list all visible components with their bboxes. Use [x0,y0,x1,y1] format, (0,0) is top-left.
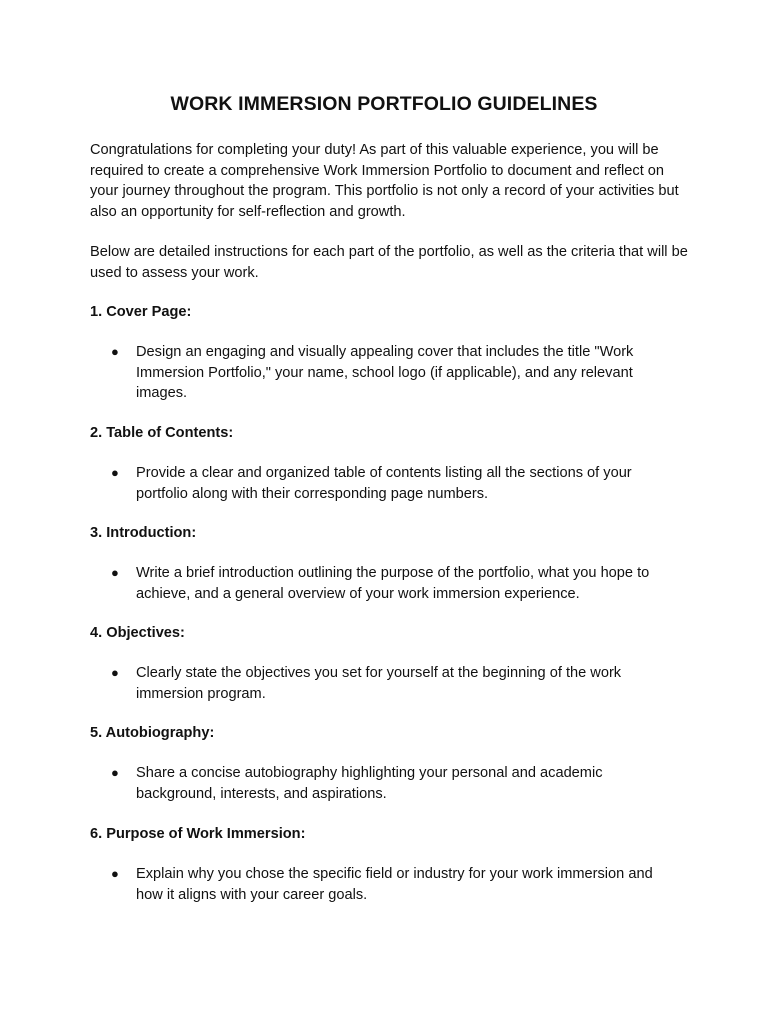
bullet-item-objectives [111,663,681,704]
bullet-text: Provide a clear and organized table of contents listing all the sections of your portfolio along with their corresponding page numbers. [136,465,632,502]
section-heading-introduction: 3. Introduction: [90,525,197,541]
bullet-icon: ● [111,465,119,480]
bullet-icon: ● [111,344,119,359]
document-title: WORK IMMERSION PORTFOLIO GUIDELINES [170,93,598,115]
bullet-text: Clearly state the objectives you set for yourself at the beginning of the work immersion program. [136,665,622,702]
bullet-item-autobiography [111,763,681,804]
bullet-icon: ● [111,565,119,580]
bullet-icon: ● [111,765,119,780]
bullet-text: Share a concise autobiography highlighting your personal and academic background, interests, and aspirations. [136,765,603,802]
bullet-icon: ● [111,866,119,881]
bullet-item-introduction [111,563,681,604]
intro-paragraph: Congratulations for completing your duty! As part of this valuable experience, you will be required to create a comprehensive Work Immersion Portfolio to document and reflect on your journey throughout the program. This portfolio is not only a record of your activities but also an opportunity for self-reflection and growth. [90,142,679,221]
section-heading-objectives: 4. Objectives: [90,625,185,641]
section-heading-autobiography: 5. Autobiography: [90,725,215,741]
bullet-text: Explain why you chose the specific field or industry for your work immersion and how it aligns with your career goals. [136,866,653,903]
bullet-item-cover-page [111,342,681,404]
instructions-paragraph: Below are detailed instructions for each part of the portfolio, as well as the criteria that will be used to assess your work. [90,244,688,281]
section-heading-purpose: 6. Purpose of Work Immersion: [90,826,306,842]
bullet-text: Write a brief introduction outlining the purpose of the portfolio, what you hope to achieve, and a general overview of your work immersion experience. [136,565,650,602]
section-heading-table-of-contents: 2. Table of Contents: [90,425,234,441]
bullet-item-table-of-contents [111,463,681,504]
bullet-item-purpose [111,864,681,905]
bullet-icon: ● [111,665,119,680]
bullet-text: Design an engaging and visually appealing cover that includes the title "Work Immersion Portfolio," your name, school logo (if applicable), and any relevant images. [136,344,634,402]
section-heading-cover-page: 1. Cover Page: [90,304,192,320]
